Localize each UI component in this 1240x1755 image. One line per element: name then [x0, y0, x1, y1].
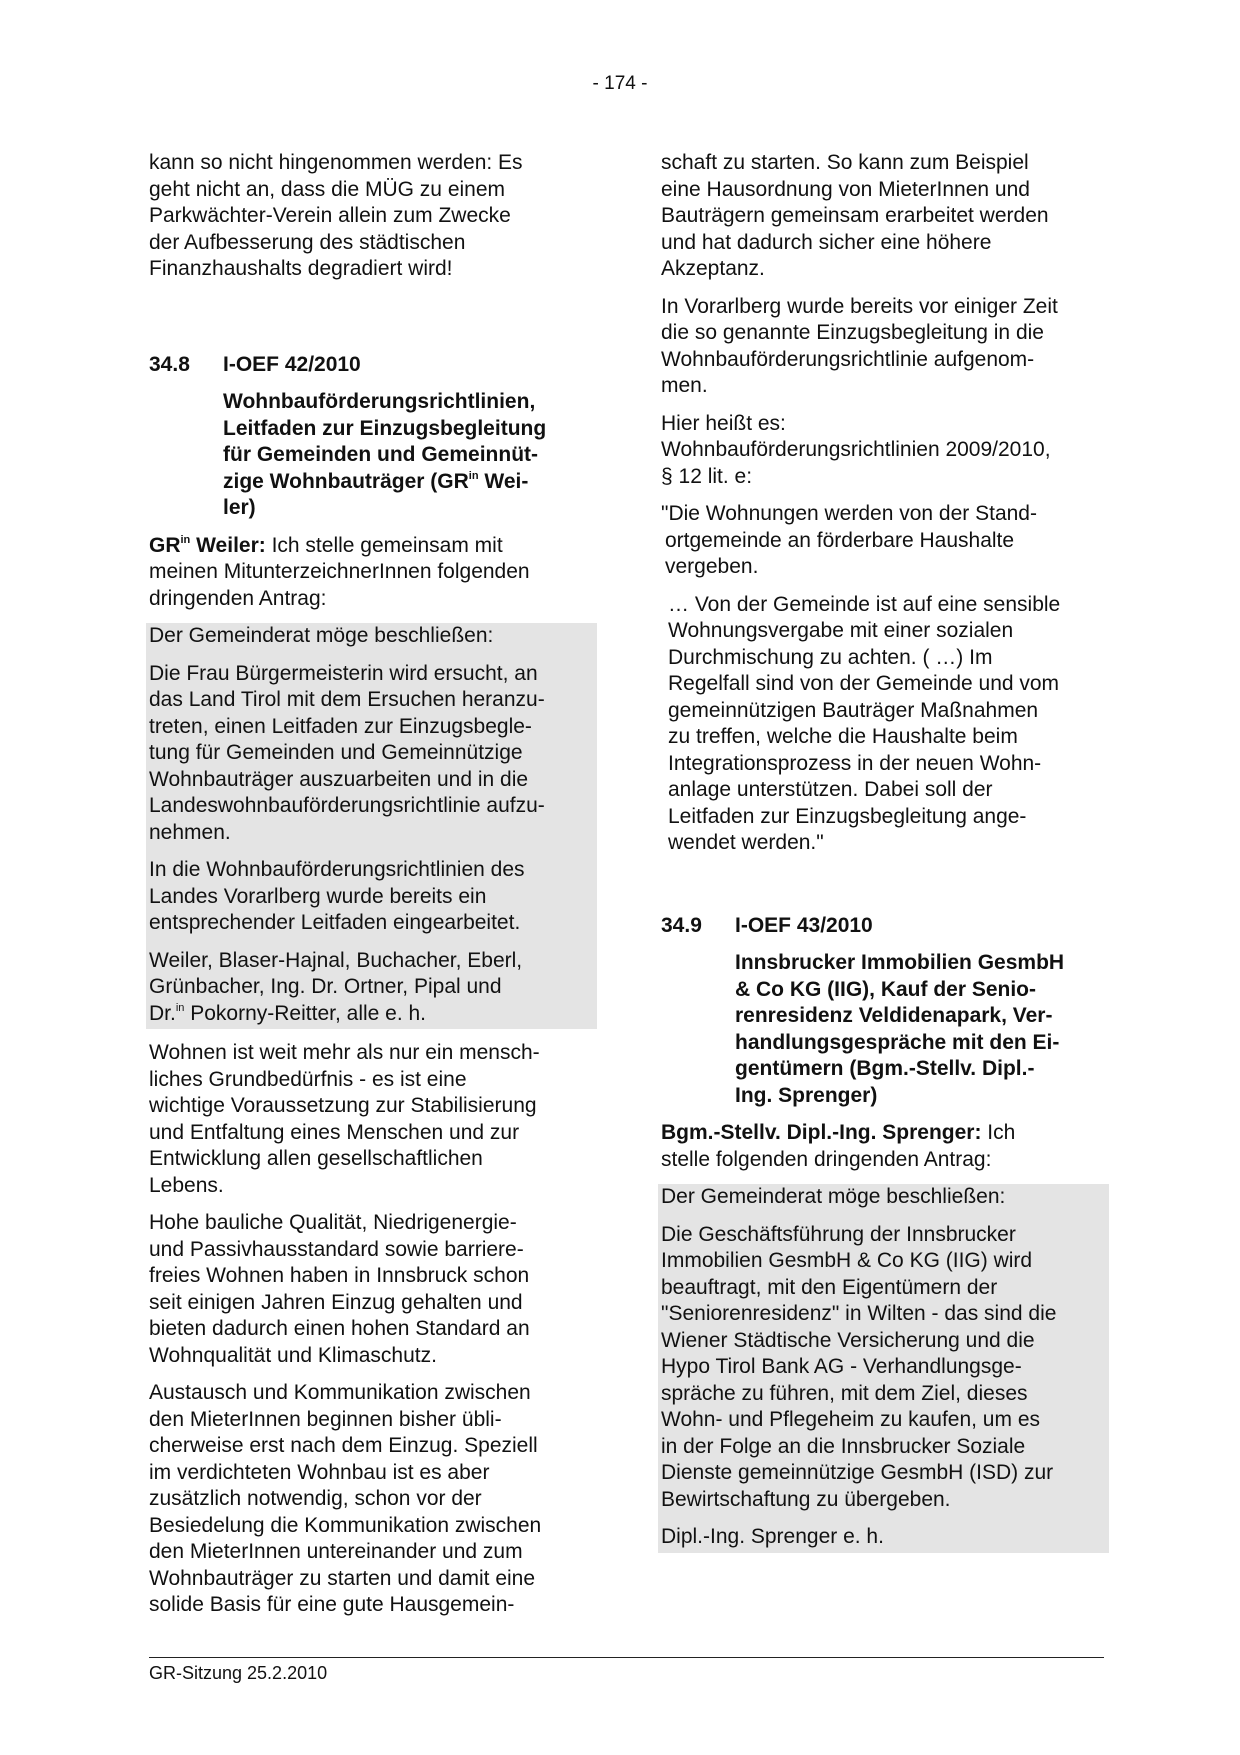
motion-intro: Der Gemeinderat möge beschließen:: [661, 1185, 1006, 1208]
page-number: - 174 -: [592, 73, 648, 94]
speaker-name: Bgm.-Stellv. Dipl.-Ing. Sprenger:: [661, 1121, 982, 1144]
body-paragraph: schaft zu starten. So kann zum Beispiel eine Hausordnung von MieterInnen und Bauträgern gemeinsam erarbeitet werden und hat dadurch sicher eine höhere Akzeptanz.: [661, 151, 1049, 280]
section-code: I-OEF 43/2010: [735, 913, 873, 937]
speaker-statement: $GR^{in}$ Weiler: Ich stelle gemeinsam mit meinen MitunterzeichnerInnen folgenden dringenden Antrag:: [149, 533, 530, 610]
intro-paragraph: kann so nicht hingenommen werden: Es geht nicht an, dass die MÜG zu einem Parkwächter-Verein allein zum Zwecke der Aufbesserung des städtischen Finanzhaushalts degradiert wird!: [149, 151, 523, 280]
footer-divider: [149, 1657, 1104, 1658]
motion-box: [146, 623, 597, 1029]
section-title-34-8: Wohnbauförderungsrichtlinien, Leitfaden zur Einzugsbegleitung für Gemeinden und Gemeinnüt- zige Wohnbauträger ($GR^{in}$ Wei- ler): [223, 390, 547, 519]
footer-text: GR-Sitzung 25.2.2010: [149, 1663, 328, 1683]
motion-signers: Weiler, Blaser-Hajnal, Buchacher, Eberl, Grünbacher, Ing. Dr. Ortner, Pipal und Dr.$^{in}$ Pokorny-Reitter, alle e. h.: [149, 948, 523, 1025]
motion-paragraph: In die Wohnbauförderungsrichtlinien des Landes Vorarlberg wurde bereits ein entsprechender Leitfaden eingearbeitet.: [149, 858, 525, 934]
body-paragraph: In Vorarlberg wurde bereits vor einiger Zeit die so genannte Einzugsbegleitung in die Wohnbauförderungsrichtlinie aufgenom- men.: [661, 294, 1058, 397]
quote-paragraph: "Die Wohnungen werden von der Stand- ortgemeinde an förderbare Haushalte vergeben.: [661, 502, 1037, 578]
motion-intro: Der Gemeinderat möge beschließen:: [149, 624, 494, 647]
section-title-34-9: Innsbrucker Immobilien GesmbH & Co KG (IIG), Kauf der Senio- renresidenz Veldidenapark, Ver- handlungsgespräche mit den Ei- gentümern (Bgm.-Stellv. Dipl.- Ing. Sprenger): [735, 951, 1065, 1107]
quote-paragraph: … Von der Gemeinde ist auf eine sensible Wohnungsvergabe mit einer sozialen Durchmischung zu achten. ( …) Im Regelfall sind von der Gemeinde und vom gemeinnützigen Bauträger Maßnahmen zu treffen, welche die Haushalte beim Integrationsprozess in der neuen Wohn- anlage unterstützen. Dabei soll der Leitfaden zur Einzugsbegleitung ange- wendet werden.": [668, 592, 1061, 854]
motion-paragraph: Die Frau Bürgermeisterin wird ersucht, an das Land Tirol mit dem Ersuchen heranzu- treten, einen Leitfaden zur Einzugsbegle- tung für Gemeinden und Gemeinnützige Wohnbauträger auszuarbeiten und in die Landeswohnbauförderungsrichtlinie aufzu- nehmen.: [149, 661, 545, 844]
section-heading-34-8: [149, 352, 597, 379]
body-paragraph: Hohe bauliche Qualität, Niedrigenergie- und Passivhausstandard sowie barriere- freies Wohnen haben in Innsbruck schon seit einigen Jahren Einzug gehalten und bieten dadurch einen hohen Standard an Wohnqualität und Klimaschutz.: [149, 1211, 530, 1367]
body-paragraph: Wohnen ist weit mehr als nur ein mensch- liches Grundbedürfnis - es ist eine wichtige Voraussetzung zur Stabilisierung und Entfaltung eines Menschen und zur Entwicklung allen gesellschaftlichen Lebens.: [149, 1041, 540, 1197]
section-number: 34.9: [661, 913, 702, 937]
left-column: [149, 150, 597, 1630]
body-paragraph: Austausch und Kommunikation zwischen den MieterInnen beginnen bisher übli- cherweise erst nach dem Einzug. Speziell im verdichteten Wohnbau ist es aber zusätzlich notwendig, schon vor der Besiedelung die Kommunikation zwischen den MieterInnen untereinander und zum Wohnbauträger zu starten und damit eine solide Basis für eine gute Hausgemein-: [149, 1381, 542, 1616]
motion-signers: Dipl.-Ing. Sprenger e. h.: [661, 1525, 884, 1548]
section-code: I-OEF 42/2010: [223, 352, 361, 376]
speaker-statement: Bgm.-Stellv. Dipl.-Ing. Sprenger: Ich stelle folgenden dringenden Antrag:: [661, 1121, 1016, 1171]
section-number: 34.8: [149, 352, 190, 376]
speaker-name: $GR^{in}$ Weiler:: [149, 533, 266, 557]
motion-box: [658, 1184, 1109, 1553]
motion-paragraph: Die Geschäftsführung der Innsbrucker Immobilien GesmbH & Co KG (IIG) wird beauftragt, mit den Eigentümern der "Seniorenresidenz" in Wilten - das sind die Wiener Städtische Versicherung und die Hypo Tirol Bank AG - Verhandlungsge- spräche zu führen, mit dem Ziel, dieses Wohn- und Pflegeheim zu kaufen, um es in der Folge an die Innsbrucker Soziale Dienste gemeinnützige GesmbH (ISD) zur Bewirtschaftung zu übergeben.: [661, 1222, 1057, 1511]
section-heading-34-9: [661, 913, 1109, 940]
right-column: [661, 150, 1109, 1564]
body-paragraph: Hier heißt es: Wohnbauförderungsrichtlinien 2009/2010, § 12 lit. e:: [661, 411, 1051, 488]
